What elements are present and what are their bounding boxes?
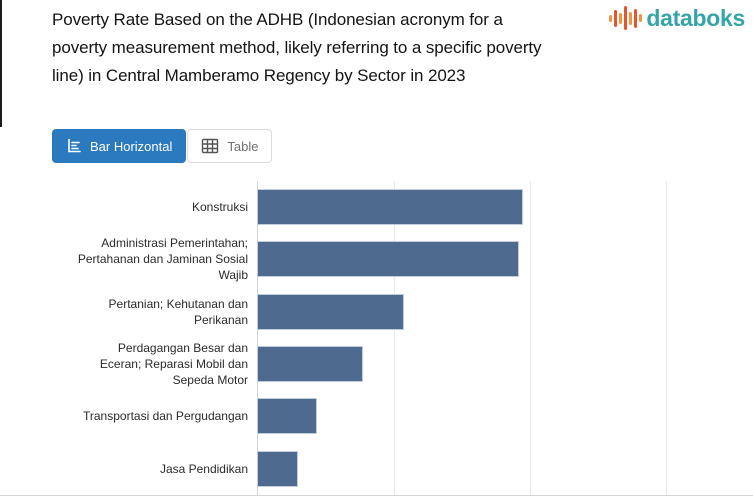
category-label: Administrasi Pemerintahan; Pertahanan dan Jaminan Sosial Wajib xyxy=(77,236,248,283)
bar[interactable] xyxy=(257,241,519,277)
bar[interactable] xyxy=(257,398,317,434)
databoks-wordmark: databoks xyxy=(646,4,745,31)
category-label: Pertanian; Kehutanan dan Perikanan xyxy=(108,296,248,327)
category-label: Jasa Pendidikan xyxy=(159,461,248,476)
table-icon xyxy=(201,138,219,154)
bar[interactable] xyxy=(257,189,523,225)
bar-horizontal-button-label: Bar Horizontal xyxy=(90,138,173,154)
table-button[interactable] xyxy=(187,129,272,163)
chart-row xyxy=(0,390,753,442)
page-title: Poverty Rate Based on the ADHB (Indonesian acronym for a poverty measurement method, likely referring to a specific poverty line) in Central Mamberamo Regency by Sector in 2023 xyxy=(52,10,542,85)
x-axis-line xyxy=(0,495,753,496)
bar[interactable] xyxy=(257,346,363,382)
chart-row xyxy=(0,286,753,338)
bar-horizontal-icon xyxy=(66,138,82,154)
category-label: Transportasi dan Pergudangan xyxy=(83,409,248,424)
bar[interactable] xyxy=(257,294,404,330)
viewport-edge-line xyxy=(0,0,2,127)
chart-rows xyxy=(0,181,753,495)
table-button-label: Table xyxy=(227,138,259,154)
view-toggle-group xyxy=(52,129,272,163)
bar-horizontal-button[interactable] xyxy=(52,129,186,163)
chart-row xyxy=(0,233,753,285)
category-label: Konstruksi xyxy=(191,200,248,215)
category-label: Perdagangan Besar dan Eceran; Reparasi Mobil dan Sepeda Motor xyxy=(99,341,248,388)
chart-row xyxy=(0,338,753,390)
chart-row xyxy=(0,181,753,233)
horizontal-bar-chart xyxy=(0,181,753,498)
chart-row xyxy=(0,443,753,495)
bar[interactable] xyxy=(257,451,298,487)
databoks-pulse-bars-icon xyxy=(609,4,642,32)
databoks-logo[interactable] xyxy=(609,4,745,32)
